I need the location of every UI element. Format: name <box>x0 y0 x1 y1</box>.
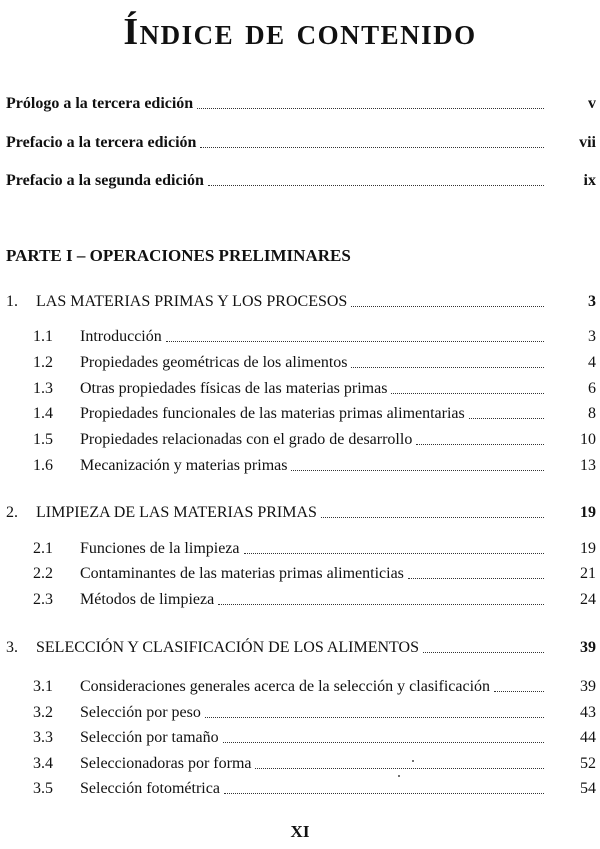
chapter-number: 1. <box>6 293 18 310</box>
dot-leader <box>218 604 544 605</box>
dot-leader <box>321 517 544 518</box>
dot-leader <box>494 691 544 692</box>
section-page: 10 <box>580 431 596 448</box>
section-page: 52 <box>580 755 596 772</box>
chapter-page: 19 <box>580 504 596 521</box>
toc-section[interactable] <box>33 379 596 399</box>
dot-leader <box>208 185 544 186</box>
toc-entry-page: vii <box>579 134 596 151</box>
chapter-page: 39 <box>580 639 596 656</box>
section-page: 21 <box>580 565 596 582</box>
dot-leader <box>469 418 544 419</box>
section-title: Funciones de la limpieza <box>80 540 240 557</box>
toc-section[interactable] <box>33 327 596 347</box>
page-number: XI <box>290 822 310 841</box>
section-number: 1.6 <box>33 457 53 474</box>
toc-section[interactable] <box>33 564 596 584</box>
toc-section[interactable] <box>33 677 596 697</box>
section-number: 3.1 <box>33 678 53 695</box>
section-number: 2.3 <box>33 591 53 608</box>
scan-speck <box>412 760 414 762</box>
toc-entry-prefacio-segunda[interactable] <box>6 171 596 191</box>
chapter-title: LIMPIEZA DE LAS MATERIAS PRIMAS <box>36 504 317 521</box>
dot-leader <box>408 578 544 579</box>
dot-leader <box>255 768 544 769</box>
dot-leader <box>197 108 544 109</box>
dot-leader <box>224 793 544 794</box>
toc-section[interactable] <box>33 728 596 748</box>
section-number: 3.4 <box>33 755 53 772</box>
section-number: 1.4 <box>33 405 53 422</box>
section-page: 24 <box>580 591 596 608</box>
chapter-title: SELECCIÓN Y CLASIFICACIÓN DE LOS ALIMENTOS <box>36 639 419 656</box>
toc-section[interactable] <box>33 456 596 476</box>
section-number: 2.2 <box>33 565 53 582</box>
toc-entry-prefacio-tercera[interactable] <box>6 133 596 153</box>
section-page: 54 <box>580 780 596 797</box>
dot-leader <box>351 306 544 307</box>
toc-section[interactable] <box>33 779 596 799</box>
dot-leader <box>291 470 544 471</box>
toc-entry-page: ix <box>583 172 596 189</box>
section-page: 43 <box>580 704 596 721</box>
scan-speck <box>398 775 400 777</box>
chapter-title: LAS MATERIAS PRIMAS Y LOS PROCESOS <box>36 293 348 310</box>
dot-leader <box>223 742 544 743</box>
toc-section[interactable] <box>33 353 596 373</box>
section-title: Otras propiedades físicas de las materias primas <box>80 380 388 397</box>
section-title: Métodos de limpieza <box>80 591 215 608</box>
section-title: Propiedades geométricas de los alimentos <box>80 354 348 371</box>
toc-section[interactable] <box>33 539 596 559</box>
section-number: 1.1 <box>33 328 53 345</box>
toc-entry-label: Prefacio a la tercera edición <box>6 134 197 151</box>
dot-leader <box>391 393 544 394</box>
section-title: Consideraciones generales acerca de la selección y clasificación <box>80 678 491 695</box>
section-title: Selección fotométrica <box>80 780 220 797</box>
section-number: 3.3 <box>33 729 53 746</box>
page-title: Índice de contenido <box>123 11 477 53</box>
section-title: Contaminantes de las materias primas alimenticias <box>80 565 404 582</box>
section-page: 8 <box>588 405 596 422</box>
toc-entry-label: Prólogo a la tercera edición <box>6 95 194 112</box>
toc-section[interactable] <box>33 590 596 610</box>
toc-section[interactable] <box>33 430 596 450</box>
section-number: 1.5 <box>33 431 53 448</box>
dot-leader <box>205 717 544 718</box>
chapter-page: 3 <box>588 293 596 310</box>
section-number: 2.1 <box>33 540 53 557</box>
toc-chapter-1[interactable] <box>6 292 596 312</box>
toc-entry-page: v <box>588 95 596 112</box>
dot-leader <box>423 652 544 653</box>
section-title: Seleccionadoras por forma <box>80 755 252 772</box>
dot-leader <box>416 444 544 445</box>
section-title: Introducción <box>80 328 162 345</box>
section-page: 6 <box>588 380 596 397</box>
section-title: Selección por peso <box>80 704 201 721</box>
section-number: 3.2 <box>33 704 53 721</box>
toc-entry-label: Prefacio a la segunda edición <box>6 172 204 189</box>
section-title: Propiedades funcionales de las materias primas alimentarias <box>80 405 465 422</box>
dot-leader <box>200 147 544 148</box>
section-page: 4 <box>588 354 596 371</box>
toc-section[interactable] <box>33 754 596 774</box>
dot-leader <box>244 553 544 554</box>
section-title: Selección por tamaño <box>80 729 219 746</box>
dot-leader <box>166 341 544 342</box>
section-title: Mecanización y materias primas <box>80 457 288 474</box>
section-title: Propiedades relacionadas con el grado de desarrollo <box>80 431 413 448</box>
toc-section[interactable] <box>33 404 596 424</box>
section-page: 19 <box>580 540 596 557</box>
toc-chapter-2[interactable] <box>6 503 596 523</box>
section-number: 1.2 <box>33 354 53 371</box>
section-page: 3 <box>588 328 596 345</box>
part-heading: PARTE I – OPERACIONES PRELIMINARES <box>6 246 351 265</box>
chapter-number: 3. <box>6 639 18 656</box>
toc-chapter-3[interactable] <box>6 638 596 658</box>
section-number: 3.5 <box>33 780 53 797</box>
section-number: 1.3 <box>33 380 53 397</box>
section-page: 44 <box>580 729 596 746</box>
chapter-number: 2. <box>6 504 18 521</box>
section-page: 39 <box>580 678 596 695</box>
dot-leader <box>351 367 544 368</box>
toc-entry-prologo[interactable] <box>6 94 596 114</box>
toc-section[interactable] <box>33 703 596 723</box>
section-page: 13 <box>580 457 596 474</box>
